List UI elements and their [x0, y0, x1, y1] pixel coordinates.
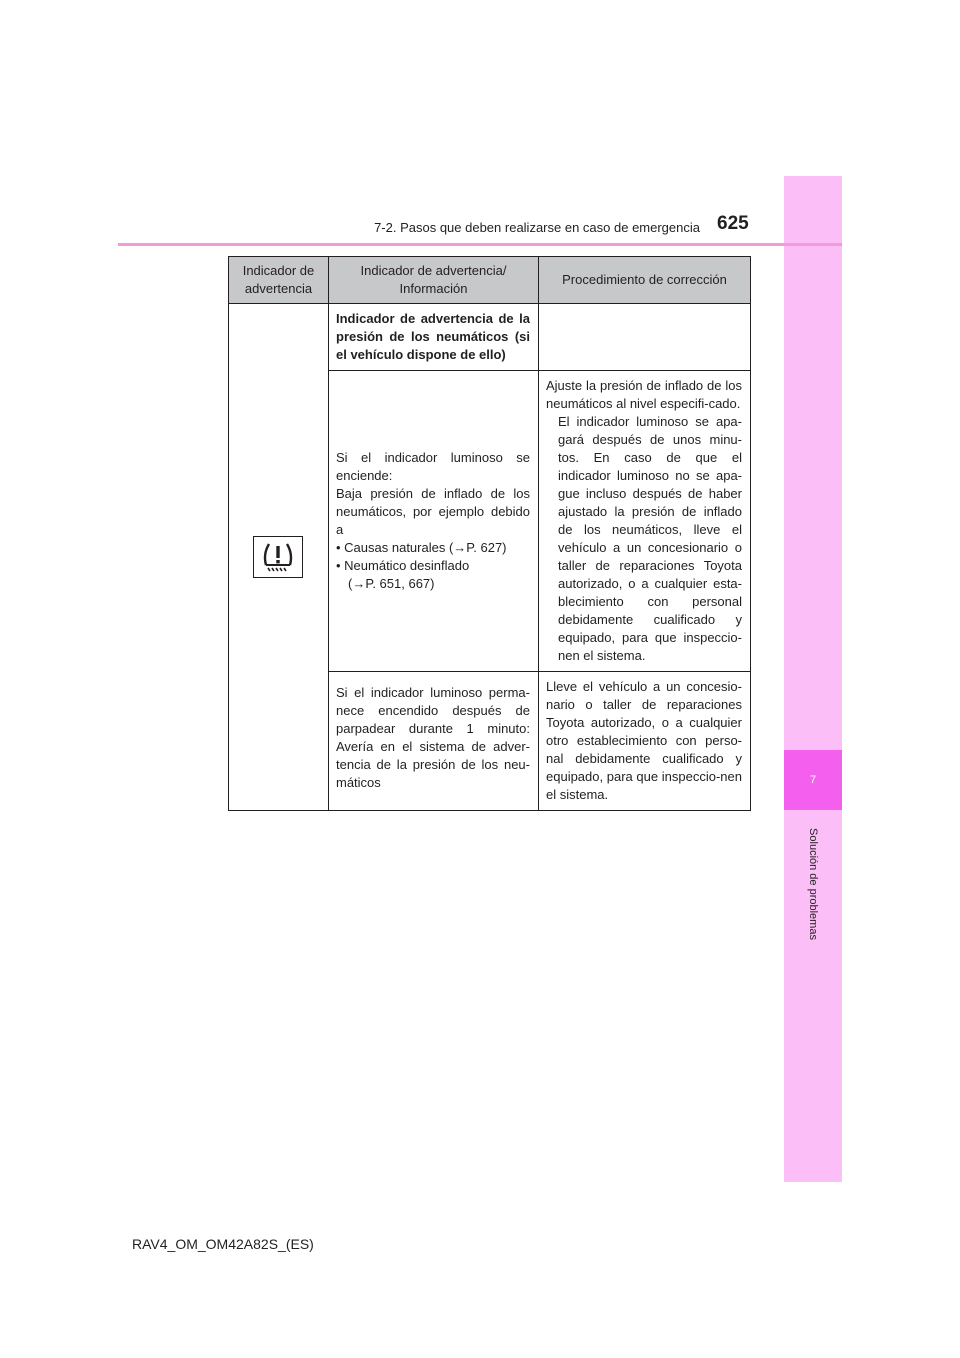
- bullet-flat-tire: • Neumático desinflado: [336, 558, 470, 573]
- section-title: 7-2. Pasos que deben realizarse en caso de emergencia: [374, 220, 700, 235]
- bullet-natural-causes: • Causas naturales (→P. 627): [336, 540, 507, 555]
- page-number: 625: [717, 213, 749, 234]
- chapter-side-tab: [784, 176, 842, 1182]
- icon-cell: [229, 304, 329, 811]
- fix-detail: El indicador luminoso se apa-gará después de unos minu-tos. En caso de que el indicador luminoso no se apa-gue incluso después de haber ajustado la presión de inflado de los neumáticos, lleve el vehículo a un concesionario o taller de reparaciones Toyota autorizado, o a cualquier esta-blecimiento con personal debidamente cualificado y equipado, para que inspeccio-nen el sistema.: [558, 414, 742, 663]
- header-warning-light: Indicador de advertencia: [229, 257, 329, 304]
- info-cell-low-pressure: [329, 371, 539, 672]
- manual-code: RAV4_OM_OM42A82S_(ES): [132, 1236, 314, 1252]
- table-header-row: [229, 257, 751, 304]
- info-intro: Si el indicador luminoso se enciende:: [336, 450, 530, 483]
- fix-main: Ajuste la presión de inflado de los neumáticos al nivel especifi-cado.: [546, 378, 742, 411]
- chapter-number: 7: [784, 750, 842, 810]
- fix-cell-low-pressure: [539, 371, 751, 672]
- header-warning-info: Indicador de advertencia/ Información: [329, 257, 539, 304]
- header-rule: [118, 243, 842, 246]
- tire-pressure-warning-icon: [253, 536, 303, 578]
- bullet-flat-tire-ref: (→P. 651, 667): [348, 576, 435, 591]
- tire-pressure-title: Indicador de advertencia de la presión de los neumáticos (si el vehículo dispone de ello): [329, 304, 539, 371]
- table-row: [229, 304, 751, 371]
- info-cell-malfunction: Si el indicador luminoso perma-nece encendido después de parpadear durante 1 minuto: Avería en el sistema de adver-tencia de la presión de los neu-máticos: [329, 672, 539, 811]
- info-cause: Baja presión de inflado de los neumáticos, por ejemplo debido a: [336, 486, 530, 537]
- fix-cell-malfunction: Lleve el vehículo a un concesio-nario o taller de reparaciones Toyota autorizado, o a cualquier otro establecimiento con perso-nal debidamente cualificado y equipado, para que inspeccio-nen el sistema.: [539, 672, 751, 811]
- empty-cell: [539, 304, 751, 371]
- header-correction: Procedimiento de corrección: [539, 257, 751, 304]
- warning-table: [228, 256, 751, 811]
- chapter-label: Solución de problemas: [807, 828, 819, 940]
